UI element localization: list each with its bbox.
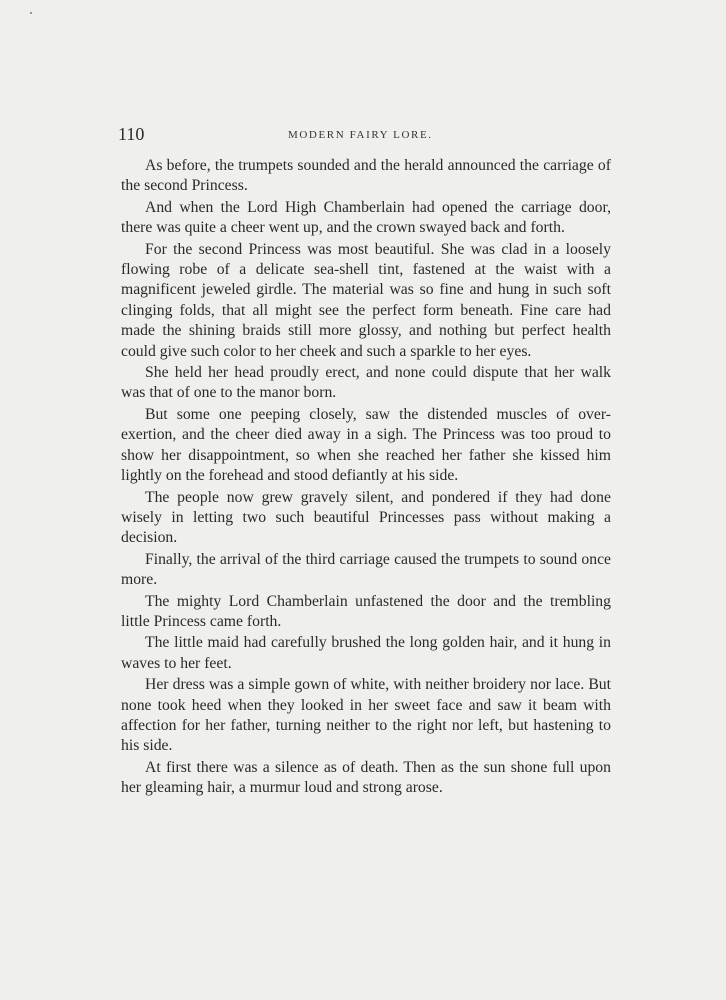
paragraph: She held her head proudly erect, and none could dispute that her walk was that of one to the manor born.	[121, 364, 611, 402]
paper-speck	[30, 12, 32, 14]
paragraph: And when the Lord High Chamberlain had opened the carriage door, there was quite a cheer went up, and the crown swayed back and forth.	[121, 198, 611, 237]
paragraph: For the second Princess was most beautiful. She was clad in a loosely flowing robe of a delicate sea-shell tint, fastened at the waist with a magnificent jeweled girdle. The material was so fine and hung in such soft clinging folds, that all might see the perfect form beneath. Fine care had made the shining braids still more glossy, and nothing but perfect health could give such color to her cheek and such a sparkle to her eyes.	[121, 240, 611, 360]
page-number: 110	[118, 124, 145, 144]
page-header	[118, 124, 610, 150]
paragraph: The people now grew gravely silent, and pondered if they had done wisely in letting two such beautiful Princesses pass without making a decision.	[121, 488, 611, 547]
paragraph: The little maid had carefully brushed the long golden hair, and it hung in waves to her feet.	[121, 634, 611, 672]
body-text	[121, 156, 611, 799]
paragraph: Finally, the arrival of the third carriage caused the trumpets to sound once more.	[121, 550, 611, 589]
paragraph: But some one peeping closely, saw the distended muscles of over-exertion, and the cheer died away in a sigh. The Princess was too proud to show her disappointment, so when she reached her father she kissed him lightly on the forehead and stood defiantly at his side.	[121, 405, 611, 485]
running-head: MODERN FAIRY LORE.	[288, 129, 433, 141]
paragraph: As before, the trumpets sounded and the herald announced the carriage of the second Princess.	[121, 157, 611, 195]
paragraph: At first there was a silence as of death. Then as the sun shone full upon her gleaming hair, a murmur loud and strong arose.	[121, 758, 611, 797]
paragraph: The mighty Lord Chamberlain unfastened the door and the trembling little Princess came forth.	[121, 592, 611, 630]
paragraph: Her dress was a simple gown of white, with neither broidery nor lace. But none took heed when they looked in her sweet face and saw it beam with affection for her father, turning neither to the right nor left, but hastening to his side.	[121, 676, 611, 755]
